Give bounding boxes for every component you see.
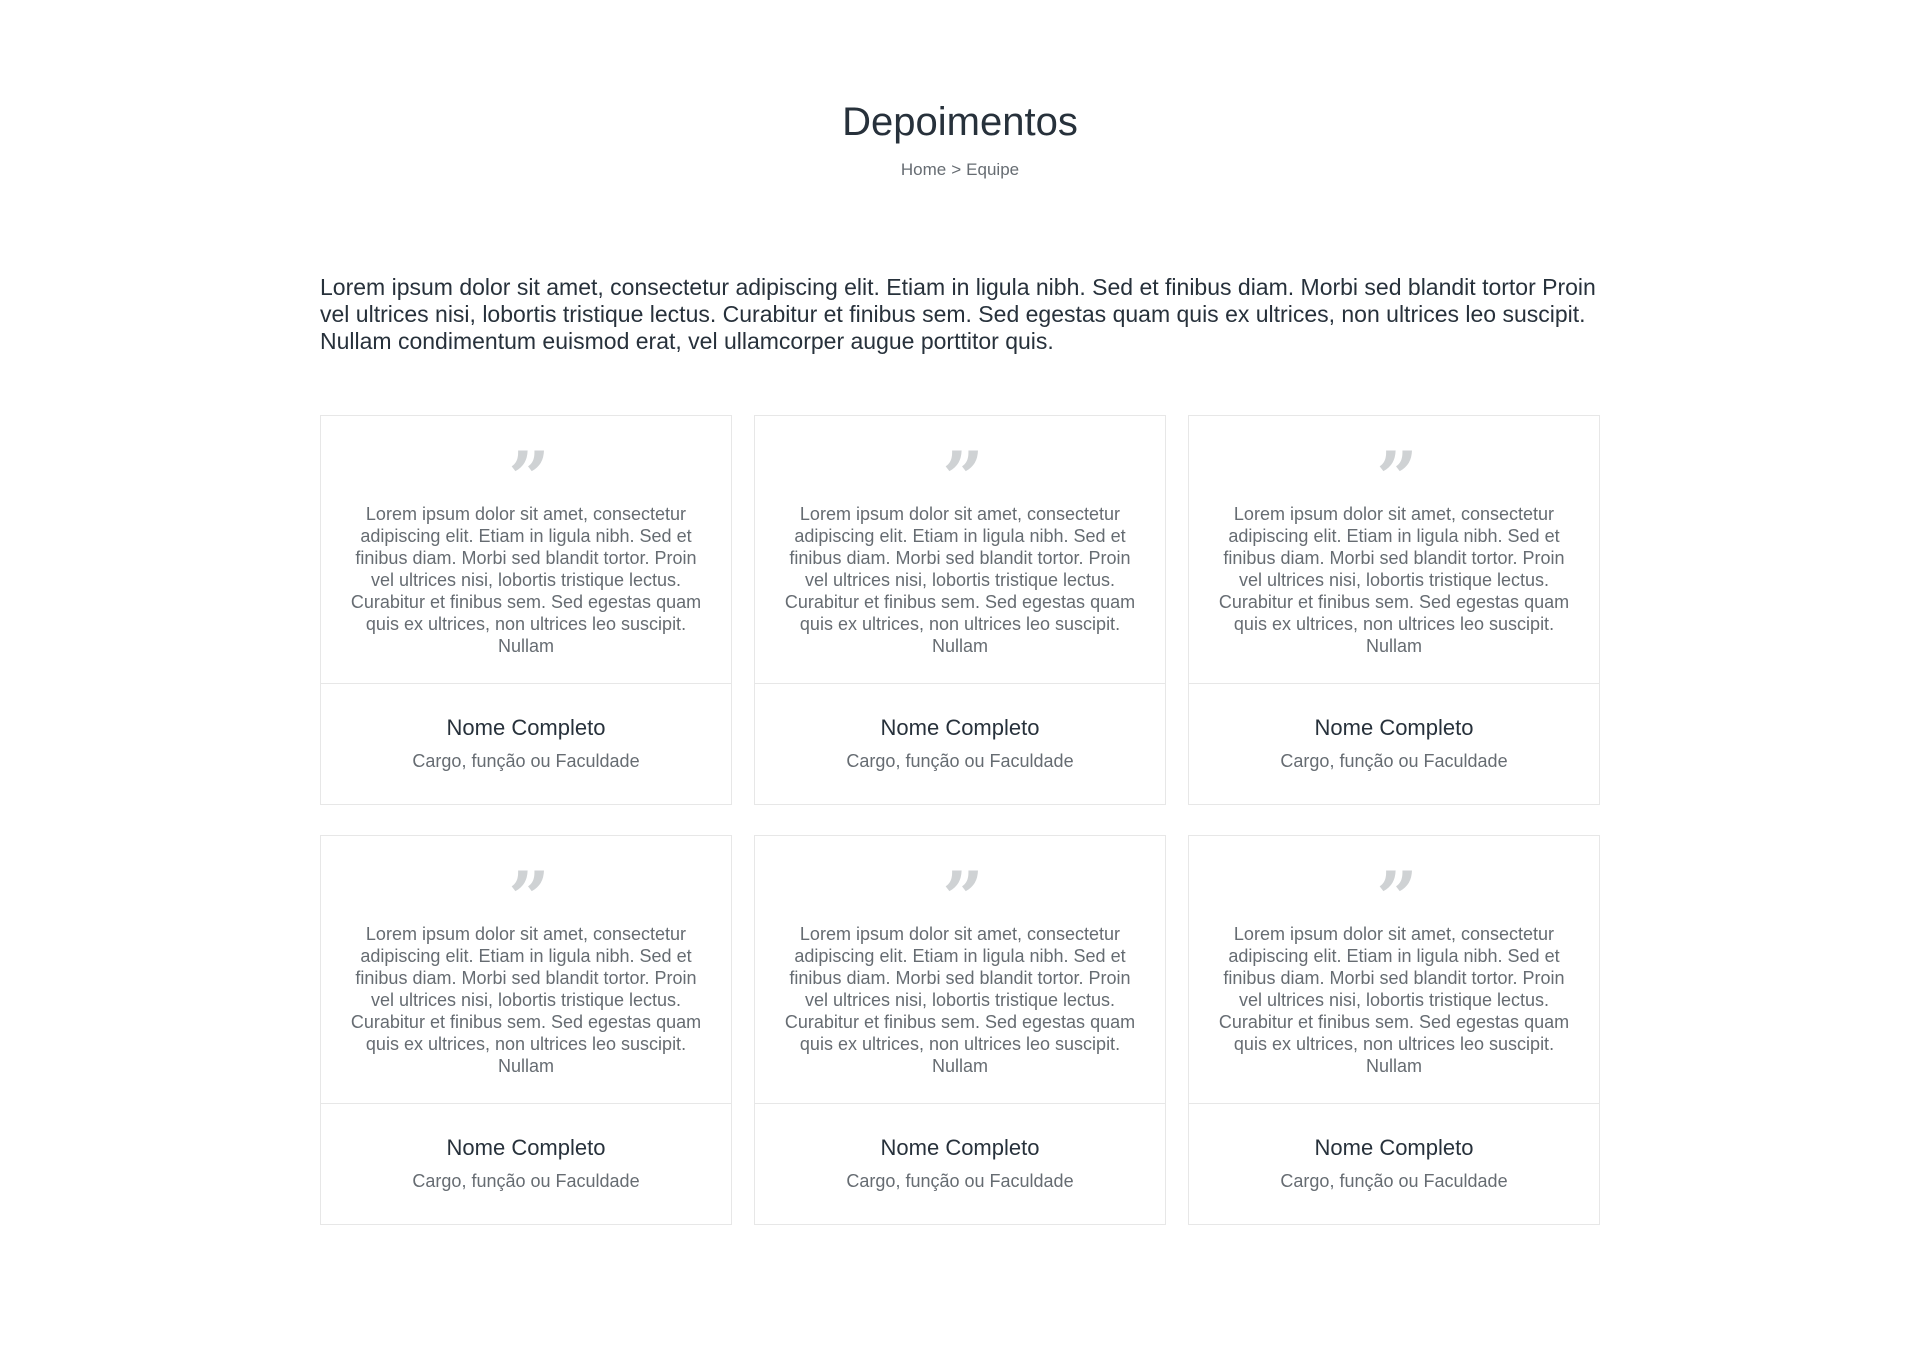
person-role: Cargo, função ou Faculdade: [846, 751, 1074, 771]
breadcrumb-home-link[interactable]: Home: [900, 160, 947, 179]
page-title: Depoimentos: [842, 100, 1078, 144]
quote-icon: ”: [942, 855, 978, 940]
testimonial-author: [321, 684, 731, 804]
testimonial-text: Lorem ipsum dolor sit amet, consectetur adipiscing elit. Etiam in ligula nibh. Sed et finibus diam. Morbi sed blandit tortor. Proin vel ultrices nisi, lobortis tristique lectus. Curabitur et finibus sem. Sed egestas quam quis ex ultrices, non ultrices leo suscipit. Nullam: [350, 924, 702, 1076]
quote-icon: ”: [1376, 855, 1412, 940]
testimonial-text: Lorem ipsum dolor sit amet, consectetur adipiscing elit. Etiam in ligula nibh. Sed et finibus diam. Morbi sed blandit tortor. Proin vel ultrices nisi, lobortis tristique lectus. Curabitur et finibus sem. Sed egestas quam quis ex ultrices, non ultrices leo suscipit. Nullam: [784, 924, 1136, 1076]
testimonial-text: Lorem ipsum dolor sit amet, consectetur adipiscing elit. Etiam in ligula nibh. Sed et finibus diam. Morbi sed blandit tortor. Proin vel ultrices nisi, lobortis tristique lectus. Curabitur et finibus sem. Sed egestas quam quis ex ultrices, non ultrices leo suscipit. Nullam: [1218, 924, 1570, 1076]
testimonial-card: [320, 415, 732, 805]
person-name: Nome Completo: [880, 715, 1040, 740]
testimonial-author: [321, 1104, 731, 1224]
person-role: Cargo, função ou Faculdade: [1280, 1171, 1508, 1191]
quote-icon: ”: [508, 855, 544, 940]
testimonial-text: Lorem ipsum dolor sit amet, consectetur adipiscing elit. Etiam in ligula nibh. Sed et finibus diam. Morbi sed blandit tortor. Proin vel ultrices nisi, lobortis tristique lectus. Curabitur et finibus sem. Sed egestas quam quis ex ultrices, non ultrices leo suscipit. Nullam: [784, 504, 1136, 656]
person-role: Cargo, função ou Faculdade: [846, 1171, 1074, 1191]
person-role: Cargo, função ou Faculdade: [1280, 751, 1508, 771]
testimonial-author: [755, 1104, 1165, 1224]
person-name: Nome Completo: [880, 1135, 1040, 1160]
breadcrumb-current: Equipe: [966, 160, 1020, 179]
person-name: Nome Completo: [446, 1135, 606, 1160]
testimonial-body: [1189, 416, 1599, 684]
testimonial-body: [1189, 836, 1599, 1104]
testimonial-author: [1189, 684, 1599, 804]
person-name: Nome Completo: [1314, 715, 1474, 740]
testimonial-text: Lorem ipsum dolor sit amet, consectetur adipiscing elit. Etiam in ligula nibh. Sed et finibus diam. Morbi sed blandit tortor. Proin vel ultrices nisi, lobortis tristique lectus. Curabitur et finibus sem. Sed egestas quam quis ex ultrices, non ultrices leo suscipit. Nullam: [350, 504, 702, 656]
person-name: Nome Completo: [1314, 1135, 1474, 1160]
testimonial-card: [754, 415, 1166, 805]
testimonial-author: [755, 684, 1165, 804]
testimonials-grid: [320, 415, 1601, 1225]
testimonial-card: [1188, 415, 1600, 805]
breadcrumb: [0, 159, 1920, 181]
testimonial-body: [755, 416, 1165, 684]
quote-icon: ”: [508, 435, 544, 520]
person-name: Nome Completo: [446, 715, 606, 740]
intro-text: Lorem ipsum dolor sit amet, consectetur adipiscing elit. Etiam in ligula nibh. Sed et finibus diam. Morbi sed blandit tortor Proin vel ultrices nisi, lobortis tristique lectus. Curabitur et finibus sem. Sed egestas quam quis ex ultrices, non ultrices leo suscipit. Nullam condimentum euismod erat, vel ullamcorper augue porttitor quis.: [320, 274, 1596, 354]
testimonial-card: [1188, 835, 1600, 1225]
testimonial-text: Lorem ipsum dolor sit amet, consectetur adipiscing elit. Etiam in ligula nibh. Sed et finibus diam. Morbi sed blandit tortor. Proin vel ultrices nisi, lobortis tristique lectus. Curabitur et finibus sem. Sed egestas quam quis ex ultrices, non ultrices leo suscipit. Nullam: [1218, 504, 1570, 656]
testimonial-author: [1189, 1104, 1599, 1224]
quote-icon: ”: [942, 435, 978, 520]
person-role: Cargo, função ou Faculdade: [412, 751, 640, 771]
testimonial-body: [755, 836, 1165, 1104]
breadcrumb-separator: >: [951, 160, 962, 179]
testimonial-card: [320, 835, 732, 1225]
person-role: Cargo, função ou Faculdade: [412, 1171, 640, 1191]
testimonial-body: [321, 836, 731, 1104]
testimonial-body: [321, 416, 731, 684]
page-header: [0, 96, 1920, 181]
quote-icon: ”: [1376, 435, 1412, 520]
testimonial-card: [754, 835, 1166, 1225]
